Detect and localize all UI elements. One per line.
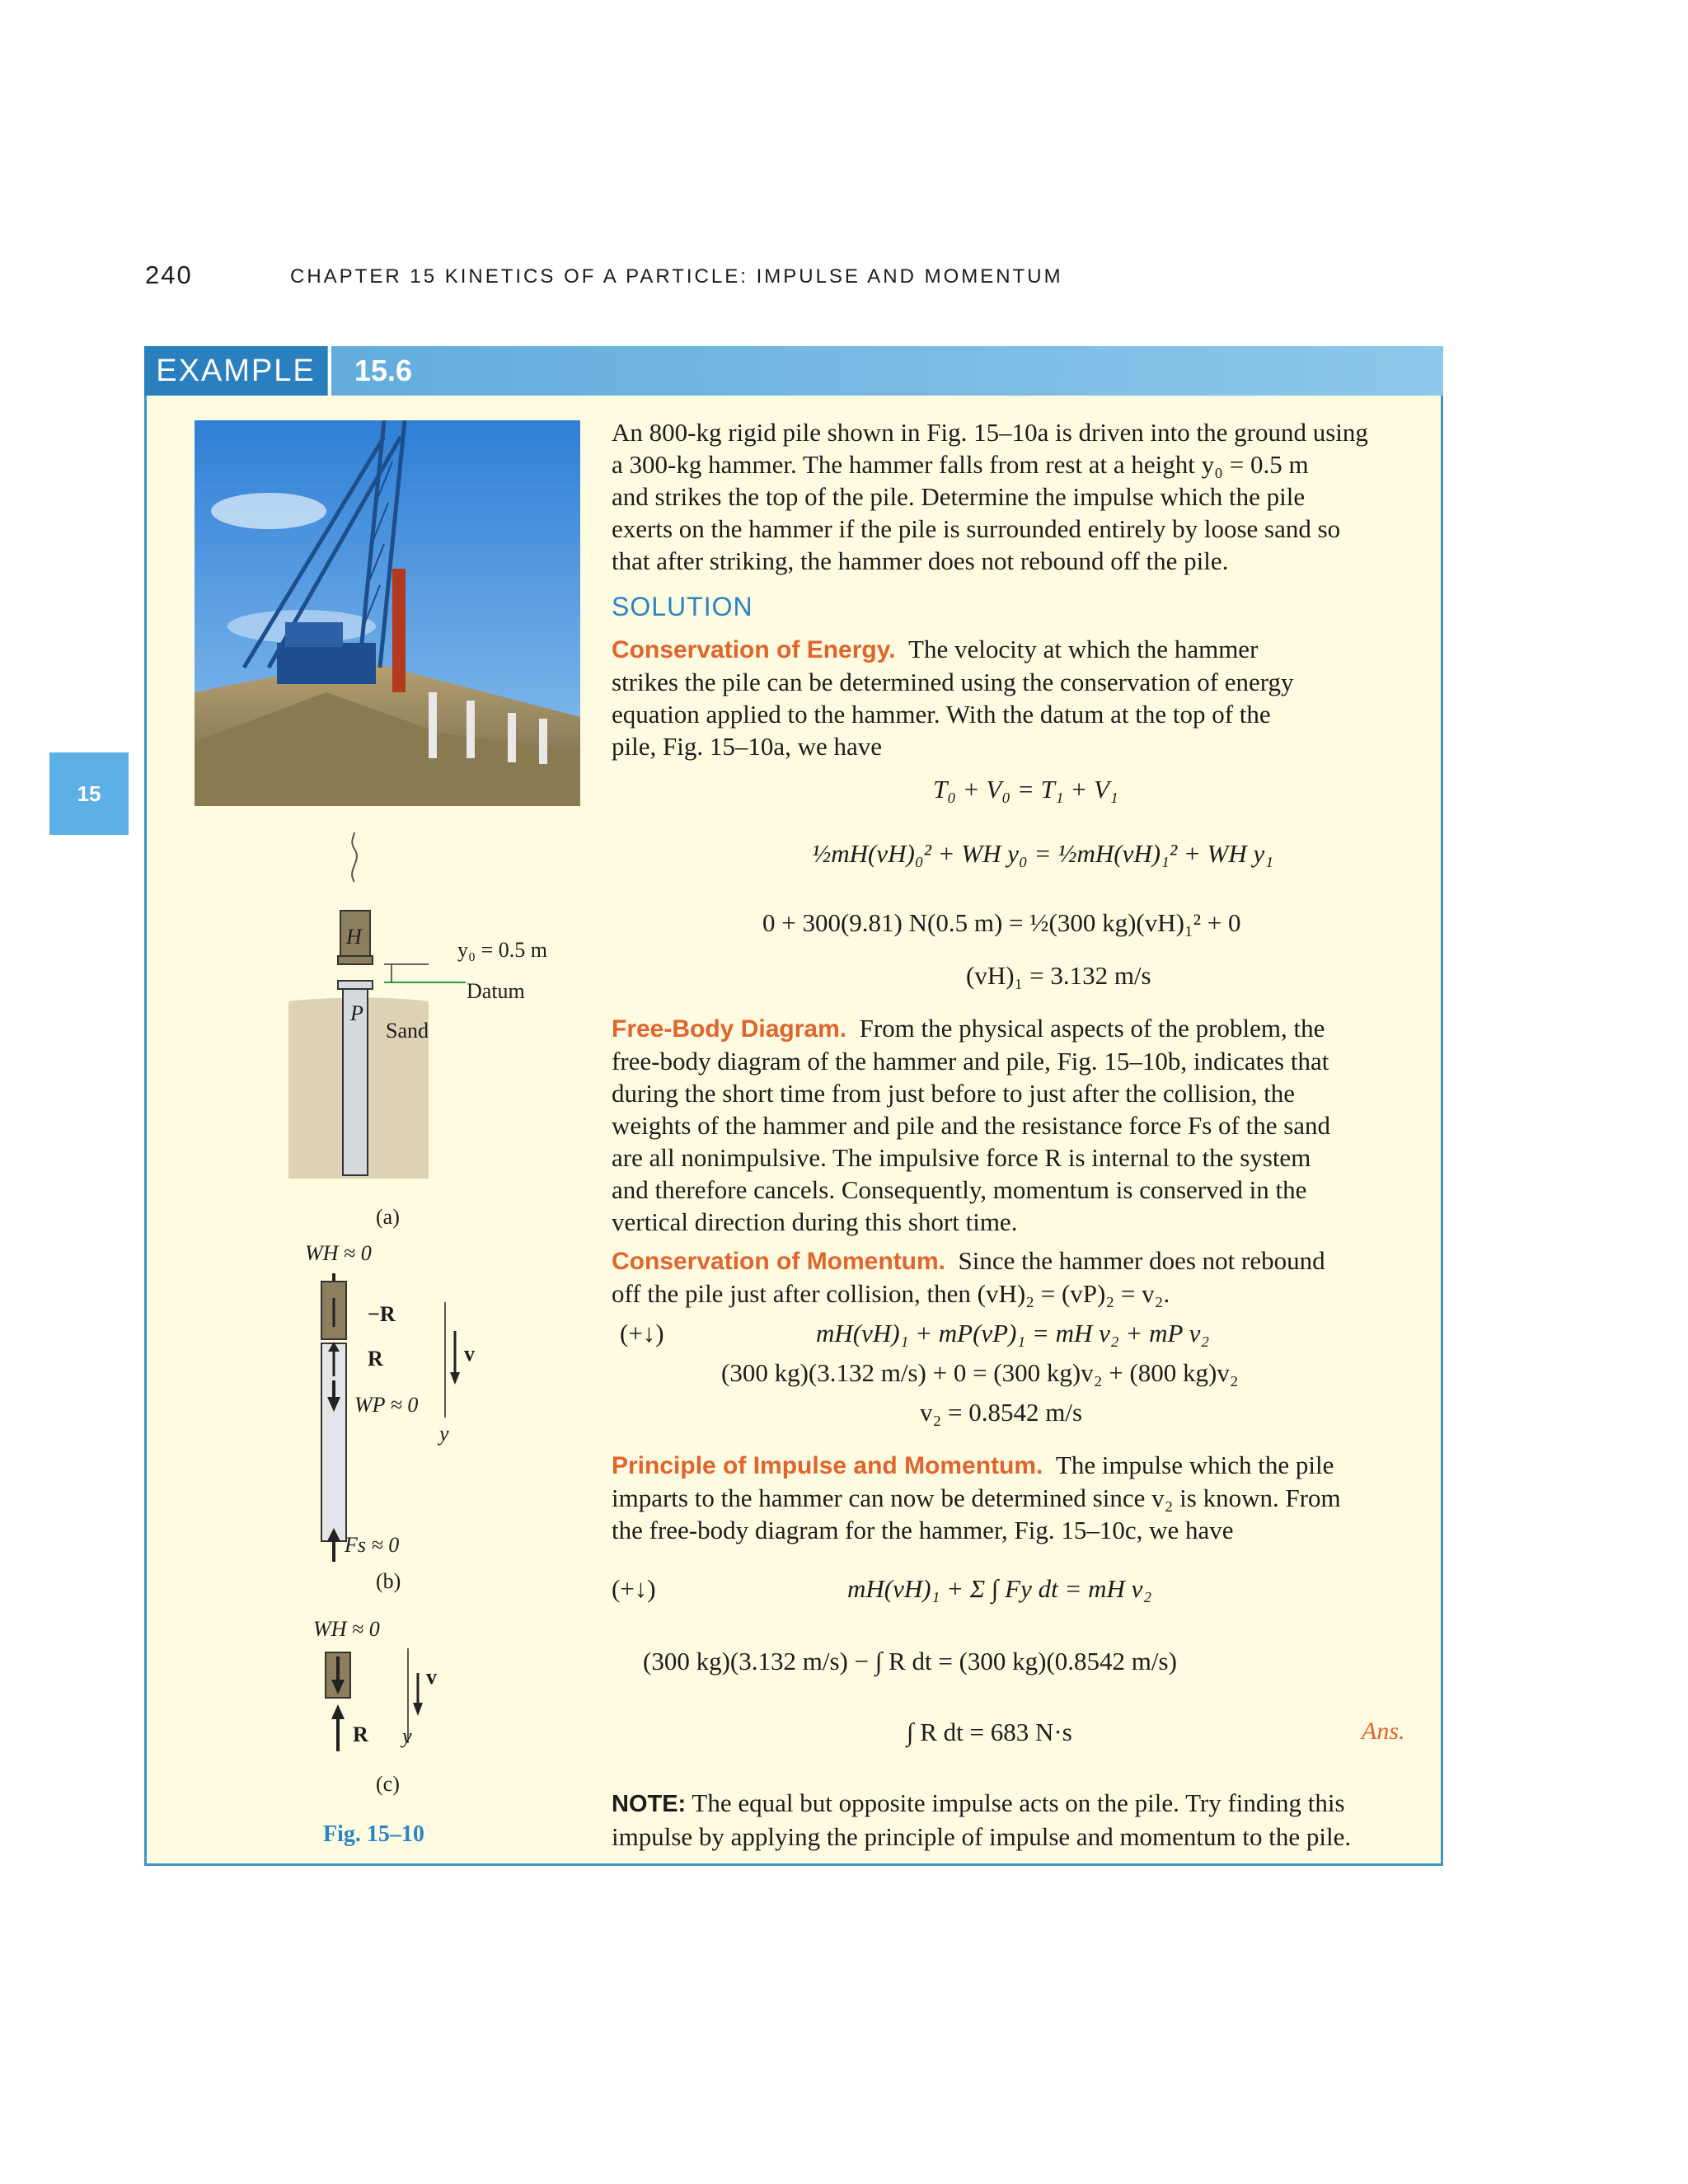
pile-driver-photo (195, 420, 580, 806)
fbd-text: vertical direction during this short time. (612, 1207, 1018, 1236)
problem-line: An 800-kg rigid pile shown in Fig. 15–10a is driven into the ground using (612, 418, 1368, 447)
energy-equation-4: (vH)₁ = 3.132 m/s (966, 961, 1151, 990)
figure-a-pile-label: P (350, 1001, 363, 1025)
momentum-text: Since the hammer does not rebound (958, 1246, 1325, 1275)
energy-equation-2: ½mH(vH)₀² + WH y₀ = ½mH(vH)₁² + WH y₁ (812, 839, 1274, 868)
problem-line: a 300-kg hammer. The hammer falls from rest at a height y₀ = 0.5 m (612, 450, 1309, 479)
note-label: NOTE: (612, 1791, 687, 1817)
figure-c-hammer-weight: WH ≈ 0 (313, 1617, 380, 1641)
figure-b-caption: (b) (376, 1569, 401, 1593)
impulse-heading: Principle of Impulse and Momentum. (612, 1452, 1043, 1479)
problem-statement (612, 416, 1411, 577)
impulse-equation-2: (300 kg)(3.132 m/s) − ∫ R dt = (300 kg)(0.8542 m/s) (643, 1647, 1177, 1675)
figure-a-diagram (272, 832, 486, 1179)
impulse-text: imparts to the hammer can now be determined since v₂ is known. From (612, 1483, 1341, 1512)
solution-heading: SOLUTION (612, 592, 753, 621)
example-number: 15.6 (354, 354, 413, 387)
figure-b-diagram (305, 1269, 486, 1566)
example-header-band (144, 346, 1443, 396)
problem-line: exerts on the hammer if the pile is surrounded entirely by loose sand so (612, 514, 1341, 543)
note-text: impulse by applying the principle of impulse and momentum to the pile. (612, 1822, 1352, 1851)
example-divider (328, 346, 331, 396)
figure-b-neg-R: −R (368, 1302, 396, 1326)
energy-equation-3: 0 + 300(9.81) N(0.5 m) = ½(300 kg)(vH)₁² + 0 (762, 908, 1241, 937)
momentum-equation-2: (300 kg)(3.132 m/s) + 0 = (300 kg)v₂ + (800 kg)v₂ (721, 1358, 1239, 1387)
figure-b-velocity: v (464, 1342, 475, 1366)
figure-c-diagram (317, 1640, 449, 1755)
figure-a-sand-label: Sand (386, 1019, 429, 1043)
figure-c-caption: (c) (376, 1772, 400, 1796)
energy-equation-1: T₀ + V₀ = T₁ + V₁ (933, 775, 1118, 804)
figure-b-y-axis: y (439, 1422, 449, 1446)
momentum-sign-convention: (+↓) (620, 1319, 664, 1347)
problem-line: and strikes the top of the pile. Determine the impulse which the pile (612, 482, 1306, 511)
impulse-section (612, 1449, 1411, 1546)
energy-text: strikes the pile can be determined using the conservation of energy (612, 668, 1294, 696)
energy-text: pile, Fig. 15–10a, we have (612, 732, 883, 761)
momentum-section (612, 1244, 1411, 1310)
impulse-equation-1: mH(vH)₁ + Σ ∫ Fy dt = mH v₂ (847, 1574, 1152, 1603)
note-section (612, 1787, 1419, 1853)
answer-marker: Ans. (1362, 1718, 1405, 1745)
figure-c-y-axis: y (402, 1724, 412, 1748)
momentum-text: off the pile just after collision, then (vH)₂ = (vP)₂ = v₂. (612, 1279, 1170, 1308)
problem-line: that after striking, the hammer does not rebound off the pile. (612, 546, 1229, 575)
figure-c-R: R (353, 1722, 368, 1746)
page-number: 240 (145, 260, 193, 289)
fbd-text: free-body diagram of the hammer and pile, Fig. 15–10b, indicates that (612, 1047, 1329, 1076)
fbd-heading: Free-Body Diagram. (612, 1015, 847, 1043)
fbd-text: during the short time from just before to just after the collision, the (612, 1079, 1296, 1108)
energy-text: equation applied to the hammer. With the datum at the top of the (612, 700, 1271, 729)
running-title: CHAPTER 15 KINETICS OF A PARTICLE: IMPULSE AND MOMENTUM (290, 265, 1063, 288)
figure-a-caption: (a) (376, 1205, 400, 1229)
impulse-sign-convention: (+↓) (612, 1574, 656, 1603)
figure-a-height-label: y₀ = 0.5 m (457, 938, 547, 962)
fbd-text: From the physical aspects of the problem, the (859, 1014, 1325, 1043)
figure-a-datum-label: Datum (467, 979, 525, 1003)
figure-b-sand-force: Fs ≈ 0 (345, 1533, 400, 1557)
figure-caption: Fig. 15–10 (323, 1821, 424, 1847)
momentum-equation-1: mH(vH)₁ + mP(vP)₁ = mH v₂ + mP v₂ (816, 1319, 1210, 1347)
figure-a-hammer-label: H (346, 925, 362, 949)
impulse-text: the free-body diagram for the hammer, Fig. 15–10c, we have (612, 1516, 1234, 1544)
figure-b-hammer-weight: WH ≈ 0 (305, 1241, 372, 1265)
energy-text: The velocity at which the hammer (908, 635, 1259, 663)
figure-b-R: R (368, 1347, 383, 1371)
momentum-equation-3: v₂ = 0.8542 m/s (920, 1398, 1083, 1427)
note-text: The equal but opposite impulse acts on the pile. Try finding this (692, 1788, 1345, 1817)
fbd-section (612, 1012, 1411, 1238)
impulse-text: The impulse which the pile (1055, 1451, 1334, 1479)
energy-section (612, 633, 1411, 762)
chapter-tab: 15 (49, 752, 129, 835)
example-label: EXAMPLE (144, 346, 327, 396)
impulse-equation-3: ∫ R dt = 683 N·s (907, 1718, 1072, 1746)
energy-heading: Conservation of Energy. (612, 636, 896, 663)
fbd-text: are all nonimpulsive. The impulsive force R is internal to the system (612, 1143, 1311, 1172)
momentum-heading: Conservation of Momentum. (612, 1248, 946, 1275)
figure-b-pile-weight: WP ≈ 0 (354, 1393, 419, 1417)
fbd-text: and therefore cancels. Consequently, momentum is conserved in the (612, 1175, 1307, 1204)
figure-c-velocity: v (426, 1665, 437, 1689)
fbd-text: weights of the hammer and pile and the resistance force Fs of the sand (612, 1111, 1331, 1140)
